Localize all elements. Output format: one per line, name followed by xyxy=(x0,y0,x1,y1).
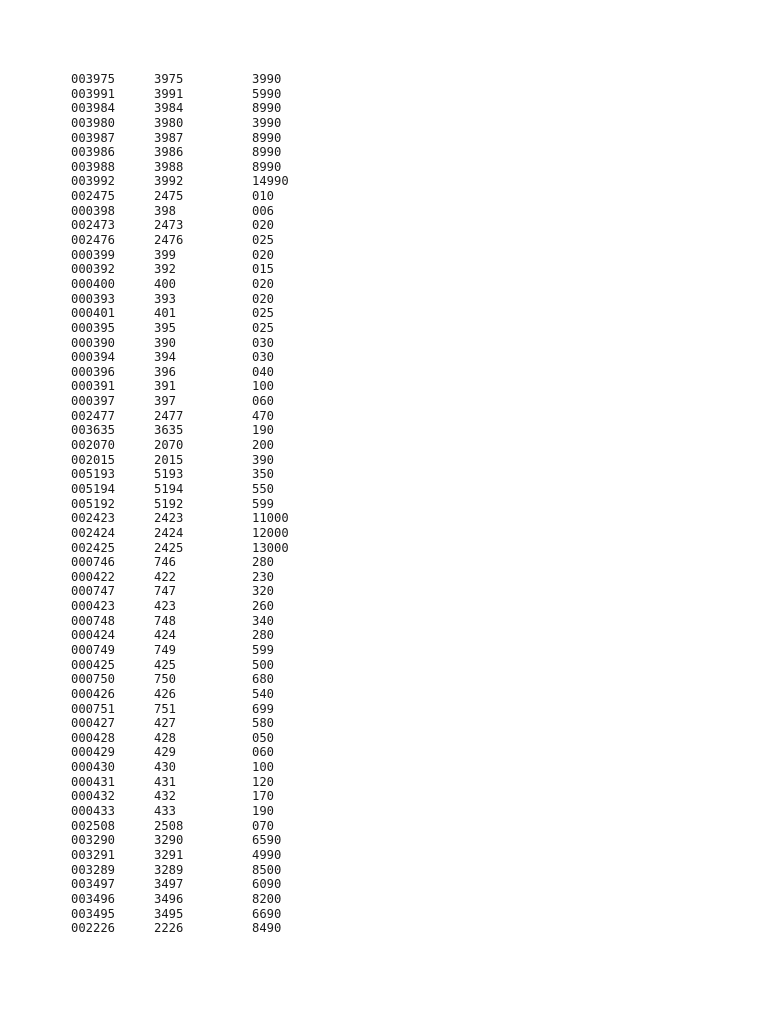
code-cell: 000432 xyxy=(71,789,116,804)
code-cell: 002508 xyxy=(71,818,116,833)
value-cell: 050 xyxy=(252,730,275,745)
table-row xyxy=(71,584,332,599)
table-row xyxy=(71,379,332,394)
code-cell: 000751 xyxy=(71,701,116,716)
table-row xyxy=(71,409,332,424)
value-cell: 390 xyxy=(252,452,275,467)
value-cell: 500 xyxy=(252,657,275,672)
table-row xyxy=(71,804,332,819)
table-row xyxy=(71,628,332,643)
code-cell: 000396 xyxy=(71,364,116,379)
table-row xyxy=(71,423,332,438)
table-row xyxy=(71,789,332,804)
value-cell: 190 xyxy=(252,804,275,819)
value-cell: 006 xyxy=(252,203,275,218)
code-cell: 000424 xyxy=(71,628,116,643)
table-row xyxy=(71,672,332,687)
number-cell: 2070 xyxy=(154,438,184,453)
code-cell: 002476 xyxy=(71,233,116,248)
value-cell: 060 xyxy=(252,745,275,760)
table-row xyxy=(71,116,332,131)
code-cell: 000398 xyxy=(71,203,116,218)
number-cell: 2475 xyxy=(154,189,184,204)
code-cell: 002070 xyxy=(71,438,116,453)
value-cell: 3990 xyxy=(252,72,282,86)
code-cell: 003988 xyxy=(71,159,116,174)
code-cell: 005193 xyxy=(71,467,116,482)
value-cell: 020 xyxy=(252,291,275,306)
code-cell: 000750 xyxy=(71,672,116,687)
number-cell: 2015 xyxy=(154,452,184,467)
code-cell: 000433 xyxy=(71,804,116,819)
value-cell: 580 xyxy=(252,716,275,731)
number-cell: 394 xyxy=(154,350,177,365)
value-cell: 060 xyxy=(252,394,275,409)
value-cell: 025 xyxy=(252,306,275,321)
value-cell: 040 xyxy=(252,364,275,379)
number-cell: 3289 xyxy=(154,862,184,877)
value-cell: 470 xyxy=(252,408,275,423)
value-cell: 599 xyxy=(252,496,275,511)
value-cell: 14990 xyxy=(252,174,289,189)
table-row xyxy=(71,233,332,248)
value-cell: 170 xyxy=(252,789,275,804)
value-cell: 010 xyxy=(252,189,275,204)
table-row xyxy=(71,921,332,936)
number-cell: 3980 xyxy=(154,115,184,130)
number-cell: 3291 xyxy=(154,847,184,862)
table-row xyxy=(71,658,332,673)
table-row xyxy=(71,394,332,409)
number-cell: 433 xyxy=(154,804,177,819)
code-cell: 000399 xyxy=(71,247,116,262)
value-cell: 8990 xyxy=(252,159,282,174)
value-cell: 8200 xyxy=(252,891,282,906)
code-cell: 003635 xyxy=(71,423,116,438)
number-cell: 749 xyxy=(154,642,177,657)
number-cell: 396 xyxy=(154,364,177,379)
code-cell: 000422 xyxy=(71,569,116,584)
code-cell: 003975 xyxy=(71,72,116,86)
value-cell: 030 xyxy=(252,350,275,365)
table-row xyxy=(71,570,332,585)
number-cell: 751 xyxy=(154,701,177,716)
table-row xyxy=(71,438,332,453)
code-cell: 005192 xyxy=(71,496,116,511)
number-cell: 399 xyxy=(154,247,177,262)
number-cell: 2226 xyxy=(154,921,184,936)
number-cell: 3984 xyxy=(154,101,184,116)
number-cell: 395 xyxy=(154,320,177,335)
code-cell: 000431 xyxy=(71,774,116,789)
code-cell: 000746 xyxy=(71,555,116,570)
table-row xyxy=(71,72,332,87)
code-cell: 003984 xyxy=(71,101,116,116)
code-cell: 000423 xyxy=(71,599,116,614)
table-row xyxy=(71,819,332,834)
number-cell: 5193 xyxy=(154,467,184,482)
number-cell: 2423 xyxy=(154,511,184,526)
number-cell: 3635 xyxy=(154,423,184,438)
number-cell: 425 xyxy=(154,657,177,672)
table-row xyxy=(71,131,332,146)
number-cell: 426 xyxy=(154,686,177,701)
code-cell: 002424 xyxy=(71,525,116,540)
code-cell: 000401 xyxy=(71,306,116,321)
code-cell: 000392 xyxy=(71,262,116,277)
table-row xyxy=(71,189,332,204)
code-cell: 000400 xyxy=(71,276,116,291)
table-row xyxy=(71,218,332,233)
table-row xyxy=(71,248,332,263)
value-cell: 025 xyxy=(252,233,275,248)
code-cell: 000394 xyxy=(71,350,116,365)
value-cell: 13000 xyxy=(252,540,289,555)
code-cell: 002423 xyxy=(71,511,116,526)
number-cell: 392 xyxy=(154,262,177,277)
number-cell: 3991 xyxy=(154,86,184,101)
value-cell: 540 xyxy=(252,686,275,701)
number-cell: 2424 xyxy=(154,525,184,540)
number-cell: 3290 xyxy=(154,833,184,848)
value-cell: 8990 xyxy=(252,130,282,145)
table-row xyxy=(71,497,332,512)
code-cell: 002015 xyxy=(71,452,116,467)
number-cell: 746 xyxy=(154,555,177,570)
table-row xyxy=(71,174,332,189)
value-cell: 030 xyxy=(252,335,275,350)
table-row xyxy=(71,467,332,482)
table-row xyxy=(71,101,332,116)
number-cell: 431 xyxy=(154,774,177,789)
value-cell: 340 xyxy=(252,613,275,628)
code-cell: 003495 xyxy=(71,906,116,921)
number-cell: 400 xyxy=(154,276,177,291)
value-cell: 8990 xyxy=(252,101,282,116)
number-cell: 2476 xyxy=(154,233,184,248)
code-cell: 000393 xyxy=(71,291,116,306)
value-cell: 8490 xyxy=(252,921,282,936)
table-row xyxy=(71,350,332,365)
number-cell: 748 xyxy=(154,613,177,628)
code-cell: 003496 xyxy=(71,891,116,906)
table-row xyxy=(71,614,332,629)
table-row xyxy=(71,526,332,541)
table-row xyxy=(71,833,332,848)
code-cell: 003980 xyxy=(71,115,116,130)
table-row xyxy=(71,87,332,102)
number-cell: 750 xyxy=(154,672,177,687)
value-cell: 8990 xyxy=(252,145,282,160)
value-cell: 12000 xyxy=(252,525,289,540)
code-cell: 003991 xyxy=(71,86,116,101)
number-cell: 393 xyxy=(154,291,177,306)
value-cell: 230 xyxy=(252,569,275,584)
number-cell: 3992 xyxy=(154,174,184,189)
table-row xyxy=(71,907,332,922)
number-cell: 3497 xyxy=(154,877,184,892)
code-cell: 000749 xyxy=(71,642,116,657)
number-cell: 428 xyxy=(154,730,177,745)
table-row xyxy=(71,321,332,336)
code-cell: 000747 xyxy=(71,584,116,599)
number-cell: 747 xyxy=(154,584,177,599)
table-row xyxy=(71,687,332,702)
code-cell: 002473 xyxy=(71,218,116,233)
code-cell: 003289 xyxy=(71,862,116,877)
code-cell: 002477 xyxy=(71,408,116,423)
value-cell: 020 xyxy=(252,218,275,233)
value-cell: 100 xyxy=(252,379,275,394)
number-cell: 424 xyxy=(154,628,177,643)
number-cell: 2425 xyxy=(154,540,184,555)
table-row xyxy=(71,204,332,219)
number-cell: 5192 xyxy=(154,496,184,511)
number-cell: 397 xyxy=(154,394,177,409)
number-cell: 3975 xyxy=(154,72,184,86)
number-cell: 432 xyxy=(154,789,177,804)
value-cell: 8500 xyxy=(252,862,282,877)
code-cell: 002475 xyxy=(71,189,116,204)
value-cell: 699 xyxy=(252,701,275,716)
value-cell: 120 xyxy=(252,774,275,789)
value-cell: 11000 xyxy=(252,511,289,526)
table-row xyxy=(71,555,332,570)
value-cell: 599 xyxy=(252,642,275,657)
table-row xyxy=(71,511,332,526)
code-cell: 000430 xyxy=(71,760,116,775)
table-row xyxy=(71,336,332,351)
code-cell: 000429 xyxy=(71,745,116,760)
number-cell: 427 xyxy=(154,716,177,731)
number-cell: 3986 xyxy=(154,145,184,160)
value-cell: 680 xyxy=(252,672,275,687)
table-row xyxy=(71,599,332,614)
code-cell: 000395 xyxy=(71,320,116,335)
table-row xyxy=(71,145,332,160)
table-row xyxy=(71,716,332,731)
value-cell: 550 xyxy=(252,481,275,496)
number-cell: 430 xyxy=(154,760,177,775)
number-cell: 401 xyxy=(154,306,177,321)
data-listing xyxy=(71,72,332,936)
number-cell: 2473 xyxy=(154,218,184,233)
code-cell: 000748 xyxy=(71,613,116,628)
table-row xyxy=(71,453,332,468)
number-cell: 422 xyxy=(154,569,177,584)
code-cell: 003497 xyxy=(71,877,116,892)
number-cell: 3496 xyxy=(154,891,184,906)
value-cell: 6090 xyxy=(252,877,282,892)
table-row xyxy=(71,482,332,497)
table-row xyxy=(71,760,332,775)
code-cell: 002226 xyxy=(71,921,116,936)
value-cell: 6690 xyxy=(252,906,282,921)
table-row xyxy=(71,643,332,658)
table-row xyxy=(71,731,332,746)
value-cell: 280 xyxy=(252,628,275,643)
code-cell: 003992 xyxy=(71,174,116,189)
value-cell: 015 xyxy=(252,262,275,277)
table-row xyxy=(71,877,332,892)
table-row xyxy=(71,160,332,175)
number-cell: 429 xyxy=(154,745,177,760)
table-row xyxy=(71,892,332,907)
code-cell: 000428 xyxy=(71,730,116,745)
value-cell: 320 xyxy=(252,584,275,599)
table-row xyxy=(71,306,332,321)
code-cell: 003291 xyxy=(71,847,116,862)
value-cell: 6590 xyxy=(252,833,282,848)
table-row xyxy=(71,745,332,760)
code-cell: 000391 xyxy=(71,379,116,394)
value-cell: 200 xyxy=(252,438,275,453)
table-row xyxy=(71,365,332,380)
table-row xyxy=(71,863,332,878)
value-cell: 025 xyxy=(252,320,275,335)
number-cell: 2508 xyxy=(154,818,184,833)
number-cell: 3495 xyxy=(154,906,184,921)
table-row xyxy=(71,702,332,717)
table-row xyxy=(71,541,332,556)
code-cell: 000426 xyxy=(71,686,116,701)
number-cell: 5194 xyxy=(154,481,184,496)
value-cell: 5990 xyxy=(252,86,282,101)
table-row xyxy=(71,292,332,307)
number-cell: 423 xyxy=(154,599,177,614)
code-cell: 000427 xyxy=(71,716,116,731)
code-cell: 000390 xyxy=(71,335,116,350)
value-cell: 020 xyxy=(252,276,275,291)
value-cell: 350 xyxy=(252,467,275,482)
value-cell: 4990 xyxy=(252,847,282,862)
code-cell: 003290 xyxy=(71,833,116,848)
code-cell: 003987 xyxy=(71,130,116,145)
number-cell: 2477 xyxy=(154,408,184,423)
table-row xyxy=(71,277,332,292)
code-cell: 000425 xyxy=(71,657,116,672)
table-row xyxy=(71,848,332,863)
value-cell: 070 xyxy=(252,818,275,833)
number-cell: 3988 xyxy=(154,159,184,174)
number-cell: 3987 xyxy=(154,130,184,145)
value-cell: 3990 xyxy=(252,115,282,130)
code-cell: 002425 xyxy=(71,540,116,555)
table-row xyxy=(71,775,332,790)
number-cell: 398 xyxy=(154,203,177,218)
value-cell: 100 xyxy=(252,760,275,775)
value-cell: 280 xyxy=(252,555,275,570)
code-cell: 000397 xyxy=(71,394,116,409)
value-cell: 020 xyxy=(252,247,275,262)
code-cell: 003986 xyxy=(71,145,116,160)
code-cell: 005194 xyxy=(71,481,116,496)
number-cell: 391 xyxy=(154,379,177,394)
value-cell: 260 xyxy=(252,599,275,614)
table-row xyxy=(71,262,332,277)
number-cell: 390 xyxy=(154,335,177,350)
value-cell: 190 xyxy=(252,423,275,438)
